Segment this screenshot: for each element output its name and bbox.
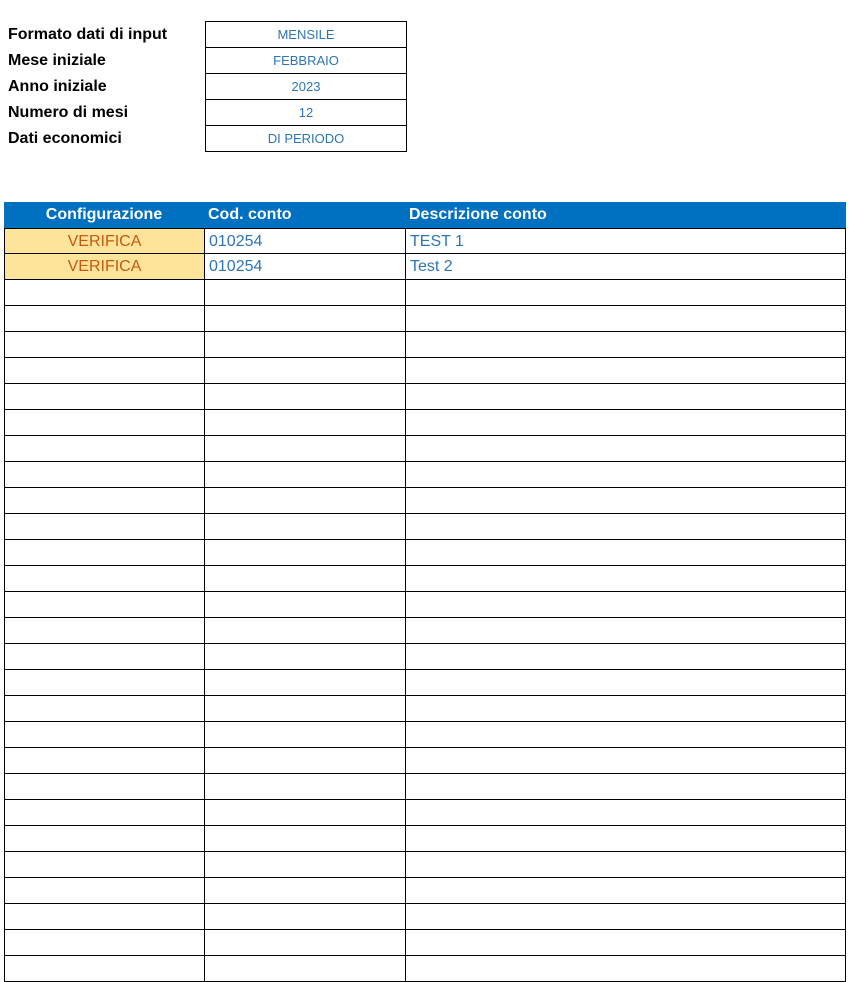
- configurazione-cell[interactable]: [5, 462, 205, 487]
- table-row-empty: [4, 332, 846, 358]
- param-value-formato[interactable]: MENSILE: [205, 21, 407, 48]
- descrizione-cell[interactable]: [406, 592, 845, 617]
- cod-conto-cell[interactable]: [205, 696, 406, 721]
- descrizione-cell[interactable]: [406, 722, 845, 747]
- descrizione-cell[interactable]: [406, 540, 845, 565]
- descrizione-cell[interactable]: [406, 384, 845, 409]
- descrizione-cell[interactable]: TEST 1: [410, 233, 464, 250]
- configurazione-cell[interactable]: [5, 696, 205, 721]
- configurazione-cell[interactable]: [5, 878, 205, 903]
- configurazione-cell[interactable]: [5, 618, 205, 643]
- cod-conto-cell[interactable]: 010254: [205, 254, 406, 279]
- param-label-formato: Formato dati di input: [8, 26, 168, 43]
- cod-conto-cell[interactable]: [205, 618, 406, 643]
- table-row-empty: [4, 358, 846, 384]
- descrizione-cell[interactable]: [406, 436, 845, 461]
- configurazione-cell[interactable]: [5, 332, 205, 357]
- table-row-empty: [4, 800, 846, 826]
- descrizione-cell[interactable]: [406, 306, 845, 331]
- cod-conto-cell[interactable]: [205, 436, 406, 461]
- configurazione-cell[interactable]: [5, 436, 205, 461]
- header-descrizione-conto[interactable]: Descrizione conto: [409, 206, 547, 223]
- configurazione-cell[interactable]: [5, 358, 205, 383]
- descrizione-cell[interactable]: [406, 930, 845, 955]
- table-row: [4, 228, 846, 254]
- table-row-empty: [4, 618, 846, 644]
- cod-conto-cell[interactable]: [205, 852, 406, 877]
- cod-conto-cell[interactable]: [205, 800, 406, 825]
- descrizione-cell[interactable]: [406, 904, 845, 929]
- table-row-empty: [4, 774, 846, 800]
- cod-conto-cell[interactable]: [205, 332, 406, 357]
- cod-conto-cell[interactable]: [205, 462, 406, 487]
- descrizione-cell[interactable]: [406, 670, 845, 695]
- configurazione-cell[interactable]: [5, 592, 205, 617]
- cod-conto-cell[interactable]: [205, 722, 406, 747]
- descrizione-cell[interactable]: [406, 826, 845, 851]
- table-row-empty: [4, 852, 846, 878]
- table-row-empty: [4, 748, 846, 774]
- table-row-empty: [4, 644, 846, 670]
- table-header: [4, 202, 846, 228]
- header-cod-conto[interactable]: Cod. conto: [208, 206, 292, 223]
- cod-conto-cell[interactable]: [205, 592, 406, 617]
- configurazione-cell[interactable]: [5, 722, 205, 747]
- configurazione-cell[interactable]: [5, 800, 205, 825]
- descrizione-cell[interactable]: [406, 800, 845, 825]
- cod-conto-cell[interactable]: [205, 306, 406, 331]
- cod-conto-cell[interactable]: [205, 358, 406, 383]
- descrizione-cell[interactable]: [406, 618, 845, 643]
- descrizione-cell[interactable]: [406, 774, 845, 799]
- table-row-empty: [4, 488, 846, 514]
- param-value-anno[interactable]: 2023: [205, 73, 407, 100]
- configurazione-cell[interactable]: [5, 904, 205, 929]
- param-label-numero-mesi: Numero di mesi: [8, 104, 129, 121]
- configurazione-cell[interactable]: [5, 826, 205, 851]
- cod-conto-cell[interactable]: 010254: [205, 229, 406, 253]
- configurazione-cell[interactable]: [5, 956, 205, 981]
- param-label-anno: Anno iniziale: [8, 78, 107, 95]
- configurazione-cell[interactable]: [5, 748, 205, 773]
- descrizione-cell[interactable]: [406, 514, 845, 539]
- table-row-empty: [4, 410, 846, 436]
- configurazione-cell[interactable]: [5, 774, 205, 799]
- cod-conto-cell[interactable]: [205, 644, 406, 669]
- cod-conto-cell[interactable]: [205, 826, 406, 851]
- descrizione-cell[interactable]: [406, 748, 845, 773]
- cod-conto-cell[interactable]: [205, 774, 406, 799]
- table-row: [4, 254, 846, 280]
- cod-conto-cell[interactable]: [205, 384, 406, 409]
- descrizione-cell[interactable]: [406, 566, 845, 591]
- table-row-empty: [4, 696, 846, 722]
- cod-conto-cell[interactable]: [205, 748, 406, 773]
- cod-conto-cell[interactable]: [205, 904, 406, 929]
- configurazione-cell[interactable]: [5, 410, 205, 435]
- cod-conto-cell[interactable]: [205, 540, 406, 565]
- table-row-empty: [4, 306, 846, 332]
- descrizione-cell[interactable]: [406, 696, 845, 721]
- table-row-empty: [4, 904, 846, 930]
- configurazione-cell[interactable]: [5, 280, 205, 305]
- descrizione-cell[interactable]: [406, 956, 845, 981]
- table-row-empty: [4, 436, 846, 462]
- cod-conto-cell[interactable]: [205, 514, 406, 539]
- accounts-table: [4, 202, 846, 982]
- configurazione-cell[interactable]: [5, 644, 205, 669]
- table-row-empty: [4, 462, 846, 488]
- descrizione-cell[interactable]: [406, 462, 845, 487]
- param-label-mese: Mese iniziale: [8, 52, 106, 69]
- descrizione-cell[interactable]: [406, 488, 845, 513]
- table-row-empty: [4, 930, 846, 956]
- table-row-empty: [4, 592, 846, 618]
- param-label-dati-economici: Dati economici: [8, 130, 122, 147]
- cod-conto-cell[interactable]: [205, 488, 406, 513]
- table-row-empty: [4, 878, 846, 904]
- table-row-empty: [4, 722, 846, 748]
- configurazione-cell[interactable]: [5, 852, 205, 877]
- table-body: [4, 228, 846, 982]
- table-row-empty: [4, 826, 846, 852]
- table-row-empty: [4, 566, 846, 592]
- descrizione-cell[interactable]: [406, 280, 845, 305]
- param-value-numero-mesi[interactable]: 12: [205, 99, 407, 126]
- table-row-empty: [4, 540, 846, 566]
- param-value-dati-economici[interactable]: DI PERIODO: [205, 125, 407, 152]
- configurazione-cell[interactable]: [5, 566, 205, 591]
- table-row-empty: [4, 514, 846, 540]
- configurazione-cell[interactable]: [5, 670, 205, 695]
- descrizione-cell[interactable]: Test 2: [410, 258, 453, 275]
- descrizione-cell[interactable]: [406, 644, 845, 669]
- cod-conto-cell[interactable]: [205, 670, 406, 695]
- descrizione-cell[interactable]: [406, 410, 845, 435]
- table-row-empty: [4, 670, 846, 696]
- table-row-empty: [4, 384, 846, 410]
- cod-conto-cell[interactable]: [205, 280, 406, 305]
- configurazione-cell[interactable]: [5, 930, 205, 955]
- configurazione-cell[interactable]: [5, 488, 205, 513]
- cod-conto-cell[interactable]: [205, 410, 406, 435]
- descrizione-cell[interactable]: [406, 852, 845, 877]
- cod-conto-cell[interactable]: [205, 956, 406, 981]
- param-value-mese[interactable]: FEBBRAIO: [205, 47, 407, 74]
- configurazione-cell[interactable]: [5, 384, 205, 409]
- configurazione-cell[interactable]: VERIFICA: [5, 229, 205, 253]
- descrizione-cell[interactable]: [406, 332, 845, 357]
- configurazione-cell[interactable]: VERIFICA: [5, 254, 205, 279]
- configurazione-cell[interactable]: [5, 306, 205, 331]
- descrizione-cell[interactable]: [406, 358, 845, 383]
- descrizione-cell[interactable]: [406, 878, 845, 903]
- configurazione-cell[interactable]: [5, 540, 205, 565]
- cod-conto-cell[interactable]: [205, 930, 406, 955]
- configurazione-cell[interactable]: [5, 514, 205, 539]
- table-row-empty: [4, 280, 846, 306]
- table-row-empty: [4, 956, 846, 982]
- cod-conto-cell[interactable]: [205, 566, 406, 591]
- header-configurazione[interactable]: Configurazione: [45, 206, 163, 223]
- cod-conto-cell[interactable]: [205, 878, 406, 903]
